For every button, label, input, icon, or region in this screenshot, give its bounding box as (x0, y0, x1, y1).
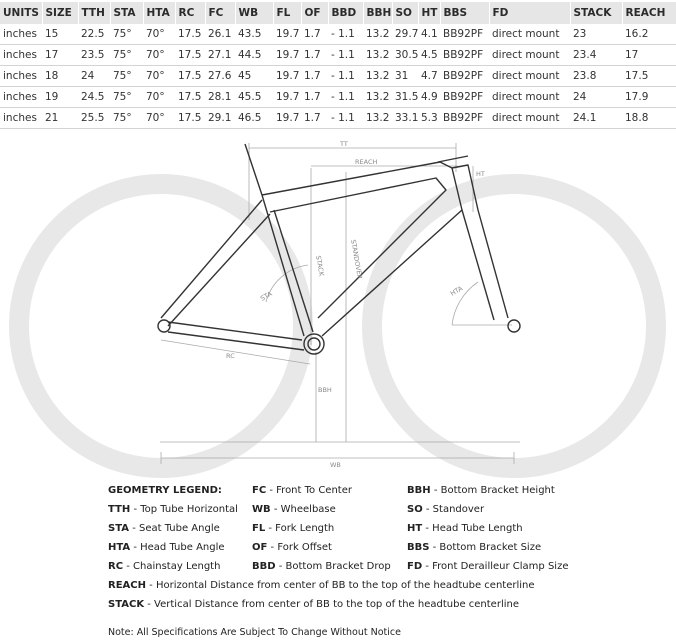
table-cell: 24.5 (78, 87, 110, 108)
table-row (0, 24, 676, 45)
label-hta: HTA (449, 284, 465, 298)
legend-item-bbd: BBD - Bottom Bracket Drop (252, 561, 391, 572)
legend-item-so: SO - Standover (407, 504, 485, 515)
col-header-fl: FL (273, 2, 301, 24)
legend-item-ht: HT - Head Tube Length (407, 523, 523, 534)
table-cell: 45.5 (235, 87, 273, 108)
col-header-fc: FC (205, 2, 235, 24)
table-cell: 17.5 (175, 45, 205, 66)
table-cell: 75° (110, 108, 143, 129)
table-cell: 17.5 (175, 24, 205, 45)
table-cell: 4.1 (418, 24, 440, 45)
col-header-units: UNITS (0, 2, 42, 24)
legend-item-reach: REACH - Horizontal Distance from center of BB to the top of the headtube centerline (108, 580, 535, 591)
table-cell: 5.3 (418, 108, 440, 129)
table-cell: - 1.1 (328, 45, 363, 66)
col-header-rc: RC (175, 2, 205, 24)
geometry-table (0, 2, 676, 129)
table-cell: 17 (42, 45, 78, 66)
table-cell: 46.5 (235, 108, 273, 129)
table-cell: 33.1 (392, 108, 418, 129)
table-cell: 30.5 (392, 45, 418, 66)
table-cell: - 1.1 (328, 87, 363, 108)
table-cell: 18 (42, 66, 78, 87)
legend-item-bbh: BBH - Bottom Bracket Height (407, 485, 555, 496)
legend-item-wb: WB - Wheelbase (252, 504, 336, 515)
label-bbh: BBH (318, 386, 332, 394)
table-cell: 24 (78, 66, 110, 87)
table-cell: 19.7 (273, 66, 301, 87)
table-cell: 75° (110, 45, 143, 66)
table-cell: 70° (143, 108, 175, 129)
table-cell: 4.5 (418, 45, 440, 66)
label-reach: REACH (355, 158, 378, 166)
table-cell: - 1.1 (328, 24, 363, 45)
table-cell: 24.1 (570, 108, 622, 129)
table-cell: 19.7 (273, 45, 301, 66)
table-cell: 70° (143, 87, 175, 108)
table-cell: 75° (110, 66, 143, 87)
label-tt: TT (340, 140, 348, 148)
table-row (0, 45, 676, 66)
table-cell: 17 (622, 45, 676, 66)
table-cell: 1.7 (301, 108, 328, 129)
table-cell: 23.5 (78, 45, 110, 66)
col-header-bbd: BBD (328, 2, 363, 24)
table-cell: 25.5 (78, 108, 110, 129)
table-cell: 16.2 (622, 24, 676, 45)
table-row (0, 66, 676, 87)
table-cell: 13.2 (363, 87, 392, 108)
table-cell: BB92PF (440, 66, 489, 87)
col-header-stack: STACK (570, 2, 622, 24)
table-cell: 13.2 (363, 66, 392, 87)
table-cell: 1.7 (301, 24, 328, 45)
table-cell: 17.9 (622, 87, 676, 108)
table-cell: 1.7 (301, 66, 328, 87)
table-cell: BB92PF (440, 45, 489, 66)
col-header-reach: REACH (622, 2, 676, 24)
table-cell: - 1.1 (328, 66, 363, 87)
col-header-bbs: BBS (440, 2, 489, 24)
table-cell: 4.7 (418, 66, 440, 87)
col-header-sta: STA (110, 2, 143, 24)
table-cell: 13.2 (363, 45, 392, 66)
legend-item-sta: STA - Seat Tube Angle (108, 523, 220, 534)
table-cell: 27.6 (205, 66, 235, 87)
table-row (0, 87, 676, 108)
front-wheel (372, 184, 656, 468)
col-header-hta: HTA (143, 2, 175, 24)
disclaimer-note: Note: All Specifications Are Subject To Change Without Notice (108, 627, 401, 638)
label-sta: STA (259, 289, 274, 303)
table-cell: 26.1 (205, 24, 235, 45)
table-cell: 1.7 (301, 45, 328, 66)
table-cell: 19.7 (273, 87, 301, 108)
table-cell: direct mount (489, 87, 570, 108)
geometry-diagram (0, 120, 676, 478)
table-cell: 17.5 (175, 66, 205, 87)
table-cell: 22.5 (78, 24, 110, 45)
table-cell: inches (0, 24, 42, 45)
legend-item-of: OF - Fork Offset (252, 542, 332, 553)
table-cell: 4.9 (418, 87, 440, 108)
col-header-bbh: BBH (363, 2, 392, 24)
col-header-tth: TTH (78, 2, 110, 24)
legend-item-stack: STACK - Vertical Distance from center of BB to the top of the headtube centerline (108, 599, 519, 610)
col-header-so: SO (392, 2, 418, 24)
col-header-size: SIZE (42, 2, 78, 24)
legend-item-hta: HTA - Head Tube Angle (108, 542, 225, 553)
col-header-of: OF (301, 2, 328, 24)
label-standover: STANDOVER (349, 238, 364, 280)
legend-item-tth: TTH - Top Tube Horizontal (108, 504, 238, 515)
table-cell: 29.1 (205, 108, 235, 129)
table-cell: 28.1 (205, 87, 235, 108)
table-cell: 17.5 (622, 66, 676, 87)
table-cell: 21 (42, 108, 78, 129)
legend-item-fc: FC - Front To Center (252, 485, 352, 496)
table-cell: 75° (110, 87, 143, 108)
col-header-fd: FD (489, 2, 570, 24)
table-cell: 29.7 (392, 24, 418, 45)
table-header-row (0, 2, 676, 24)
table-cell: BB92PF (440, 87, 489, 108)
table-cell: 13.2 (363, 108, 392, 129)
table-cell: 19.7 (273, 24, 301, 45)
table-cell: 75° (110, 24, 143, 45)
table-cell: 31.5 (392, 87, 418, 108)
col-header-wb: WB (235, 2, 273, 24)
table-cell: 19.7 (273, 108, 301, 129)
table-cell: direct mount (489, 45, 570, 66)
table-cell: BB92PF (440, 108, 489, 129)
table-cell: 70° (143, 24, 175, 45)
table-cell: 23.8 (570, 66, 622, 87)
table-cell: inches (0, 87, 42, 108)
legend-item-fl: FL - Fork Length (252, 523, 335, 534)
table-cell: direct mount (489, 66, 570, 87)
table-cell: 70° (143, 66, 175, 87)
table-cell: 17.5 (175, 108, 205, 129)
table-cell: inches (0, 45, 42, 66)
table-cell: inches (0, 108, 42, 129)
label-stack: STACK (314, 254, 326, 277)
legend-title: GEOMETRY LEGEND: (108, 485, 222, 496)
table-cell: 70° (143, 45, 175, 66)
table-cell: 44.5 (235, 45, 273, 66)
legend-item-fd: FD - Front Derailleur Clamp Size (407, 561, 569, 572)
rear-wheel (19, 184, 303, 468)
table-cell: BB92PF (440, 24, 489, 45)
table-cell: 15 (42, 24, 78, 45)
legend-item-rc: RC - Chainstay Length (108, 561, 221, 572)
table-cell: 43.5 (235, 24, 273, 45)
table-cell: 23 (570, 24, 622, 45)
table-cell: - 1.1 (328, 108, 363, 129)
col-header-ht: HT (418, 2, 440, 24)
table-cell: 18.8 (622, 108, 676, 129)
label-rc: RC (226, 352, 235, 360)
table-cell: direct mount (489, 24, 570, 45)
table-cell: inches (0, 66, 42, 87)
table-cell: direct mount (489, 108, 570, 129)
label-ht: HT (476, 170, 485, 178)
table-cell: 31 (392, 66, 418, 87)
table-cell: 1.7 (301, 87, 328, 108)
table-cell: 23.4 (570, 45, 622, 66)
label-wb: WB (330, 461, 341, 469)
table-cell: 17.5 (175, 87, 205, 108)
table-cell: 13.2 (363, 24, 392, 45)
geometry-legend (0, 480, 676, 642)
legend-item-bbs: BBS - Bottom Bracket Size (407, 542, 542, 553)
bike-frame (158, 144, 520, 354)
table-cell: 45 (235, 66, 273, 87)
table-cell: 27.1 (205, 45, 235, 66)
table-cell: 24 (570, 87, 622, 108)
table-cell: 19 (42, 87, 78, 108)
